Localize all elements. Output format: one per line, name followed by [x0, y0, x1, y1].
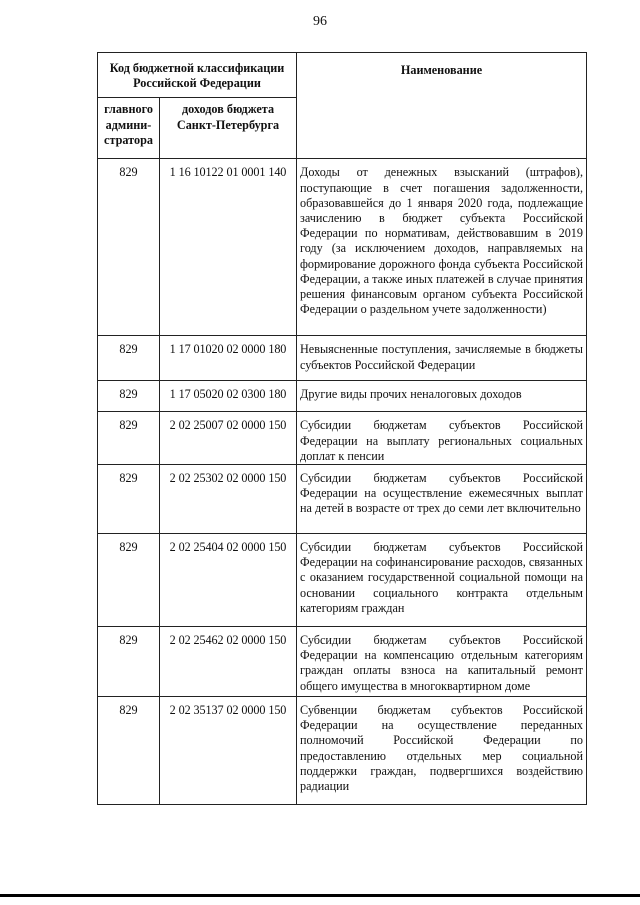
income-code-cell: 1 17 01020 02 0000 180: [160, 336, 297, 381]
income-name-cell: Субсидии бюджетам субъектов Российской Федерации на выплату региональных социальных доплат к пенсии: [297, 412, 587, 465]
income-name-cell: Субвенции бюджетам субъектов Российской Федерации на осуществление переданных полномочий Российской Федерации по предоставлению отдельных мер социальной поддержки граждан, подвергшихся воздействию радиации: [297, 697, 587, 805]
income-code-cell: 2 02 25302 02 0000 150: [160, 465, 297, 534]
table-row: [98, 381, 587, 412]
income-code-cell: 1 17 05020 02 0300 180: [160, 381, 297, 412]
admin-code-cell: 829: [98, 336, 160, 381]
scan-edge-line: [0, 894, 640, 897]
admin-code-cell: 829: [98, 381, 160, 412]
admin-column-header: главного админи-стратора: [98, 98, 160, 159]
table-row: [98, 336, 587, 381]
table-row: [98, 159, 587, 336]
income-name-cell: Субсидии бюджетам субъектов Российской Федерации на софинансирование расходов, связанных с оказанием государственной социальной помощи на основании социального контракта отдельным категориям граждан: [297, 534, 587, 627]
page-number: 96: [313, 14, 327, 29]
income-code-cell: 2 02 25404 02 0000 150: [160, 534, 297, 627]
income-code-cell: 2 02 25462 02 0000 150: [160, 627, 297, 697]
income-name-cell: Невыясненные поступления, зачисляемые в бюджеты субъектов Российской Федерации: [297, 336, 587, 381]
admin-code-cell: 829: [98, 697, 160, 805]
name-column-header: Наименование: [297, 53, 587, 159]
admin-code-cell: 829: [98, 159, 160, 336]
table-row: [98, 465, 587, 534]
income-name-cell: Другие виды прочих неналоговых доходов: [297, 381, 587, 412]
classification-code-header: Код бюджетной классификации Российской Федерации: [98, 53, 297, 98]
admin-code-cell: 829: [98, 627, 160, 697]
income-name-cell: Доходы от денежных взысканий (штрафов), поступающие в счет погашения задолженности, образовавшейся до 1 января 2020 года, подлежащие зачислению в бюджет субъекта Российской Федерации по нормативам, действовавшим в 2019 году (за исключением доходов, направляемых на формирование дорожного фонда субъекта Российской Федерации, а также иных платежей в случае принятия решения финансовым органом субъекта Российской Федерации о раздельном учете задолженности): [297, 159, 587, 336]
income-name-cell: Субсидии бюджетам субъектов Российской Федерации на осуществление ежемесячных выплат на детей в возрасте от трех до семи лет включительно: [297, 465, 587, 534]
income-code-cell: 1 16 10122 01 0001 140: [160, 159, 297, 336]
income-code-cell: 2 02 25007 02 0000 150: [160, 412, 297, 465]
table-row: [98, 534, 587, 627]
budget-classification-table: [97, 52, 587, 805]
table-row: [98, 627, 587, 697]
table-row: [98, 697, 587, 805]
admin-code-cell: 829: [98, 465, 160, 534]
income-name-cell: Субсидии бюджетам субъектов Российской Федерации на компенсацию отдельным категориям граждан оплаты взноса на капитальный ремонт общего имущества в многоквартирном доме: [297, 627, 587, 697]
admin-code-cell: 829: [98, 534, 160, 627]
income-code-cell: 2 02 35137 02 0000 150: [160, 697, 297, 805]
table-row: [98, 412, 587, 465]
admin-code-cell: 829: [98, 412, 160, 465]
income-column-header: доходов бюджета Санкт-Петербурга: [160, 98, 297, 159]
